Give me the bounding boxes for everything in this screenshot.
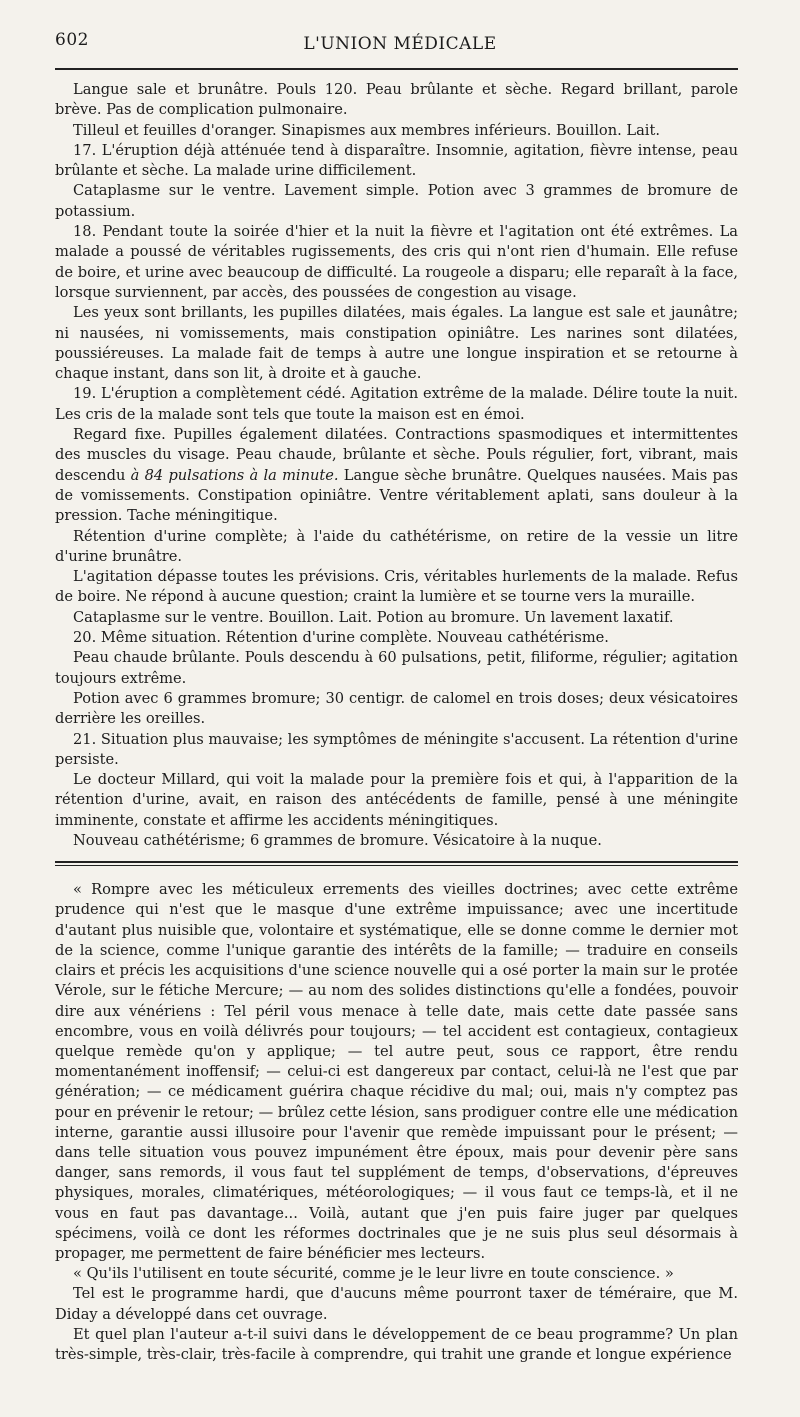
italic-text: à 84 pulsations à la minute. (130, 466, 339, 484)
paragraph: Rétention d'urine complète; à l'aide du cathétérisme, on retire de la vessie un litre d'urine brunâtre. (55, 527, 738, 565)
section-separator (55, 861, 738, 866)
paragraph: Cataplasme sur le ventre. Bouillon. Lait. Potion au bromure. Un lavement laxatif. (73, 608, 674, 626)
running-header (55, 30, 738, 64)
header-rule (55, 68, 738, 70)
paragraph: « Qu'ils l'utilisent en toute sécurité, comme je le leur livre en toute conscience. » (73, 1265, 674, 1283)
paragraph: 20. Même situation. Rétention d'urine complète. Nouveau cathétérisme. (73, 629, 609, 647)
clinical-observation (55, 80, 738, 851)
page-number: 602 (55, 30, 89, 50)
paragraph-text: Langue sèche brunâtre. Quelques nausées. Mais pas de vomissements. Constipation opiniâtre. Ventre véritablement aplati, sans douleur à la pression. Tache méningitique. (55, 466, 738, 525)
paragraph (55, 425, 738, 526)
paragraph: Tel est le programme hardi, que d'aucuns même pourront taxer de téméraire, que M. Diday a développé dans cet ouvrage. (55, 1285, 738, 1323)
paragraph: Tilleul et feuilles d'oranger. Sinapismes aux membres inférieurs. Bouillon. Lait. (73, 121, 660, 139)
paragraph-text: Regard fixe. Pupilles également dilatées. Contractions spasmodiques et intermittentes des muscles du visage. Peau chaude, brûlante et sèche. Pouls régulier, fort, vibrant, mais descendu (55, 426, 738, 484)
paragraph: Le docteur Millard, qui voit la malade pour la première fois et qui, à l'apparition de la rétention d'urine, avait, en raison des antécédents de famille, pensé à une méningite imminente, constate et affirme les accidents méningitiques. (55, 771, 738, 829)
book-review (55, 880, 738, 1365)
paragraph: « Rompre avec les méticuleux errements des vieilles doctrines; avec cette extrême prudence qui n'est que le masque d'une extrême impuissance; avec une incertitude d'autant plus nuisible que, volontaire et systématique, elle se donne comme le dernier mot de la science, comme l'unique garantie des intérêts de la famille; — traduire en conseils clairs et précis les acquisitions d'une science nouvelle qui a osé porter la main sur le protée Vérole, sur le fétiche Mercure; — au nom des solides distinctions qu'elle a fondées, pouvoir dire aux vénériens : Tel péril vous menace à telle date, mais cette date passée sans encombre, vous en voilà délivrés pour toujours; — tel accident est contagieux, contagieux quelque remède qu'on y applique; — tel autre peut, sous ce rapport, être rendu momentanément inoffensif; — celui-ci est dangereux par contact, celui-là ne l'est que par génération; — ce médicament guérira chaque récidive du mal; oui, mais n'y comptez pas pour en prévenir le retour; — brûlez cette lésion, sans prodiguer contre elle une médication interne, garantie aussi illusoire pour l'avenir que remède impuissant pour le présent; — dans telle situation vous pouvez impunément être époux, mais pour devenir père sans danger, sans remords, il vous faut tel supplément de temps, d'observations, d'épreuves physiques, morales, climatériques, météorologiques; — il vous faut ce temps-là, et il ne vous en faut pas davantage... Voilà, autant que j'en puis faire juger par quelques spécimens, voilà ce dont les réformes doctrinales que je ne suis plus seul désormais à propager, me permettent de faire bénéficier mes lecteurs. (55, 881, 738, 1262)
paragraph: 18. Pendant toute la soirée d'hier et la nuit la fièvre et l'agitation ont été extrêmes. La malade a poussé de véritables rugissements, des cris qui n'ont rien d'humain. Elle refuse de boire, et urine avec beaucoup de difficulté. La rougeole a disparu; elle reparaît à la face, lorsque surviennent, par accès, des poussées de congestion au visage. (55, 223, 738, 301)
paragraph: 17. L'éruption déjà atténuée tend à disparaître. Insomnie, agitation, fièvre intense, peau brûlante et sèche. La malade urine difficilement. (55, 141, 738, 180)
journal-title: L'UNION MÉDICALE (303, 34, 497, 54)
paragraph: Cataplasme sur le ventre. Lavement simple. Potion avec 3 grammes de bromure de potassium. (55, 182, 738, 220)
paragraph: Langue sale et brunâtre. Pouls 120. Peau brûlante et sèche. Regard brillant, parole brève. Pas de complication pulmonaire. (55, 81, 738, 119)
paragraph: Nouveau cathétérisme; 6 grammes de bromure. Vésicatoire à la nuque. (73, 831, 602, 849)
paragraph: L'agitation dépasse toutes les prévisions. Cris, véritables hurlements de la malade. Refus de boire. Ne répond à aucune question; craint la lumière et se tourne vers la muraille. (55, 568, 738, 606)
paragraph: 19. L'éruption a complètement cédé. Agitation extrême de la malade. Délire toute la nuit. Les cris de la malade sont tels que toute la maison est en émoi. (55, 385, 738, 423)
paragraph: Peau chaude brûlante. Pouls descendu à 60 pulsations, petit, filiforme, régulier; agitation toujours extrême. (55, 649, 738, 687)
paragraph: Et quel plan l'auteur a-t-il suivi dans le développement de ce beau programme? Un plan très-simple, très-clair, très-facile à comprendre, qui trahit une grande et longue expérience (55, 1325, 738, 1363)
paragraph: Les yeux sont brillants, les pupilles dilatées, mais égales. La langue est sale et jaunâtre; ni nausées, ni vomissements, mais constipation opiniâtre. Les narines sont dilatées, poussiéreuses. La malade fait de temps à autre une longue inspiration et se retourne à chaque instant, dans son lit, à droite et à gauche. (55, 304, 738, 383)
paragraph: Potion avec 6 grammes bromure; 30 centigr. de calomel en trois doses; deux vésicatoires derrière les oreilles. (55, 689, 738, 728)
paragraph: 21. Situation plus mauvaise; les symptômes de méningite s'accusent. La rétention d'urine persiste. (55, 730, 738, 768)
